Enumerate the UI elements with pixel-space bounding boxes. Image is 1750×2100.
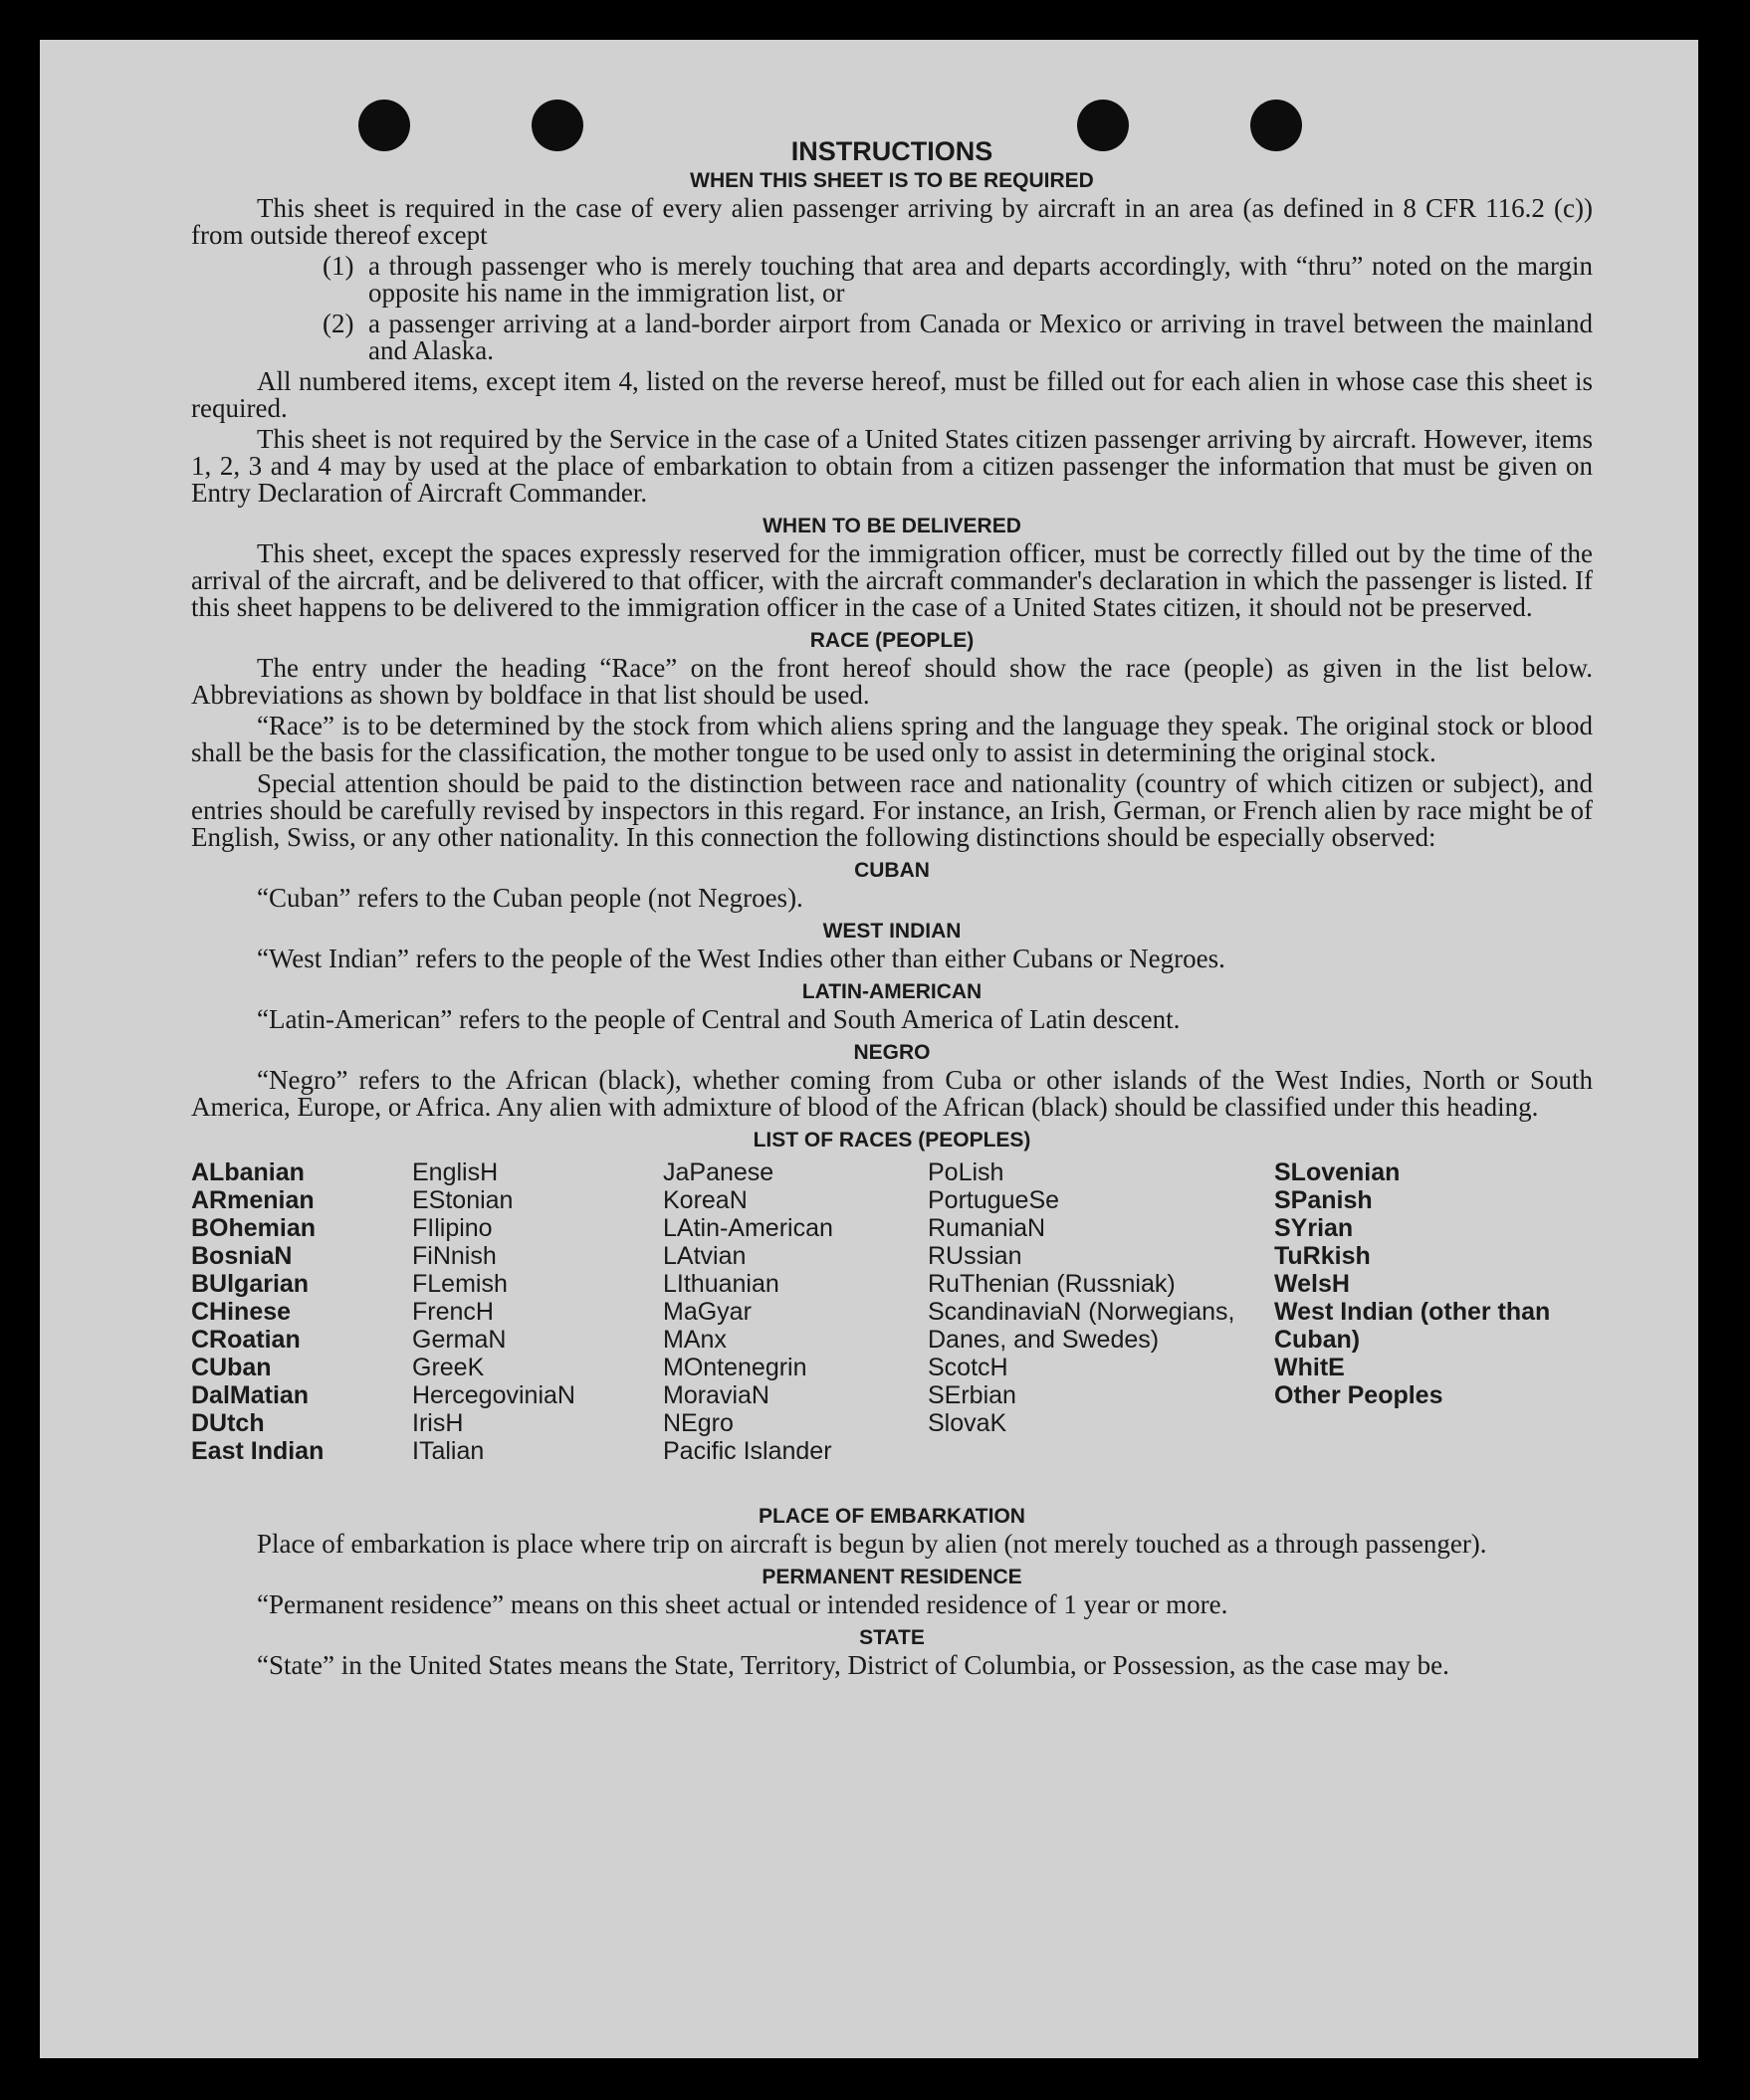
list-item bbox=[323, 253, 1593, 307]
race-item: MAnx bbox=[663, 1326, 727, 1354]
heading-state: STATE bbox=[859, 1626, 925, 1649]
list-item bbox=[323, 311, 1593, 364]
race-item: EStonian bbox=[412, 1186, 514, 1214]
race-item: RuThenian (Russniak) bbox=[928, 1270, 1176, 1298]
race-item: SLovenian bbox=[1274, 1158, 1401, 1186]
race-item: NEgro bbox=[663, 1409, 734, 1437]
heading-list-of-races: LIST OF RACES (PEOPLES) bbox=[753, 1129, 1031, 1152]
race-item: DalMatian bbox=[191, 1381, 310, 1409]
race-item: RUssian bbox=[928, 1242, 1022, 1270]
race-item: MaGyar bbox=[663, 1298, 752, 1326]
race-item: IrisH bbox=[412, 1409, 464, 1437]
race-item: ScandinaviaN (Norwegians, Danes, and Swedes) bbox=[928, 1298, 1235, 1354]
heading-latin-american: LATIN-AMERICAN bbox=[801, 980, 983, 1003]
paragraph: “Cuban” refers to the Cuban people (not Negroes). bbox=[257, 883, 803, 913]
paragraph: “State” in the United States means the State, Territory, District of Columbia, or Possession, as the case may be. bbox=[257, 1650, 1449, 1680]
race-item: Pacific Islander bbox=[663, 1437, 832, 1465]
heading-when-delivered: WHEN TO BE DELIVERED bbox=[763, 515, 1021, 537]
instructions-content bbox=[191, 135, 1593, 1679]
paragraph: “Race” is to be determined by the stock from which aliens spring and the language they speak. The original stock or blood shall be the basis for the classification, the mother tongue to be used only to assist in determining the original stock. bbox=[191, 711, 1593, 767]
race-item: LIthuanian bbox=[663, 1270, 779, 1298]
race-item: WhitE bbox=[1274, 1354, 1345, 1381]
race-item: BosniaN bbox=[191, 1242, 293, 1270]
race-item: JaPanese bbox=[663, 1158, 774, 1186]
race-item: FrencH bbox=[412, 1298, 494, 1326]
race-item: CHinese bbox=[191, 1298, 292, 1326]
race-item: WelsH bbox=[1274, 1270, 1350, 1298]
paragraph: “West Indian” refers to the people of the West Indies other than either Cubans or Negroes. bbox=[257, 944, 1225, 973]
race-item: EnglisH bbox=[412, 1158, 499, 1186]
race-item: CRoatian bbox=[191, 1326, 301, 1354]
paragraph: Special attention should be paid to the distinction between race and nationality (country of which citizen or subject), and entries should be carefully revised by inspectors in this regard. For instance, an Irish, German, or French alien by race might be of English, Swiss, or any other nationality. In this connection the following distinctions should be especially observed: bbox=[191, 768, 1593, 852]
heading-when-required: WHEN THIS SHEET IS TO BE REQUIRED bbox=[690, 169, 1094, 192]
race-item: KoreaN bbox=[663, 1186, 748, 1214]
race-item: MOntenegrin bbox=[663, 1354, 807, 1381]
heading-negro: NEGRO bbox=[853, 1041, 931, 1064]
races-column-2 bbox=[412, 1158, 651, 1465]
race-item: ITalian bbox=[412, 1437, 485, 1465]
heading-place-of-embarkation: PLACE OF EMBARKATION bbox=[759, 1505, 1025, 1528]
paragraph: “Negro” refers to the African (black), whether coming from Cuba or other islands of the West Indies, North or South America, Europe, or Africa. Any alien with admixture of blood of the African (black) should be classified under this heading. bbox=[191, 1065, 1593, 1122]
race-item: East Indian bbox=[191, 1437, 325, 1465]
race-item: MoraviaN bbox=[663, 1381, 769, 1409]
race-item: FLemish bbox=[412, 1270, 508, 1298]
race-item: FiNnish bbox=[412, 1242, 497, 1270]
race-item: ScotcH bbox=[928, 1354, 1008, 1381]
race-item: LAtvian bbox=[663, 1242, 747, 1270]
heading-race: RACE (PEOPLE) bbox=[809, 629, 975, 652]
race-item: SlovaK bbox=[928, 1409, 1007, 1437]
race-item: FIlipino bbox=[412, 1214, 493, 1242]
race-item: BUlgarian bbox=[191, 1270, 310, 1298]
race-item: SErbian bbox=[928, 1381, 1016, 1409]
race-item: Other Peoples bbox=[1274, 1381, 1443, 1409]
race-item: BOhemian bbox=[191, 1214, 317, 1242]
race-item: HercegoviniaN bbox=[412, 1381, 575, 1409]
races-list bbox=[191, 1158, 1593, 1497]
race-item: SYrian bbox=[1274, 1214, 1354, 1242]
race-item: West Indian (other than Cuban) bbox=[1274, 1298, 1551, 1354]
race-item: DUtch bbox=[191, 1409, 265, 1437]
races-column-3 bbox=[663, 1158, 912, 1465]
paragraph: This sheet, except the spaces expressly reserved for the immigration officer, must be correctly filled out by the time of the arrival of the aircraft, and be delivered to that officer, with the aircraft commander's declaration in which the passenger is listed. If this sheet happens to be delivered to the immigration officer in the case of a United States citizen, it should not be preserved. bbox=[191, 538, 1593, 622]
paragraph: This sheet is not required by the Service in the case of a United States citizen passenger arriving by aircraft. However, items 1, 2, 3 and 4 may by used at the place of embarkation to obtain from a citizen passenger the information that must be given on Entry Declaration of Aircraft Commander. bbox=[191, 424, 1593, 508]
heading-permanent-residence: PERMANENT RESIDENCE bbox=[762, 1566, 1022, 1588]
races-column-1 bbox=[191, 1158, 400, 1465]
item-text: a through passenger who is merely touching that area and departs accordingly, with “thru” noted on the margin opposite his name in the immigration list, or bbox=[368, 251, 1593, 308]
race-item: TuRkish bbox=[1274, 1242, 1371, 1270]
race-item: ARmenian bbox=[191, 1186, 315, 1214]
paragraph: “Latin-American” refers to the people of Central and South America of Latin descent. bbox=[257, 1004, 1181, 1034]
race-item: ALbanian bbox=[191, 1158, 305, 1186]
paragraph: The entry under the heading “Race” on the front hereof should show the race (people) as given in the list below. Abbreviations as shown by boldface in that list should be used. bbox=[191, 653, 1593, 710]
document-sheet bbox=[40, 40, 1698, 2058]
race-item: PoLish bbox=[928, 1158, 1004, 1186]
heading-west-indian: WEST INDIAN bbox=[822, 920, 962, 943]
item-text: a passenger arriving at a land-border airport from Canada or Mexico or arriving in travel between the mainland and Alaska. bbox=[368, 309, 1593, 365]
item-number: (1) bbox=[323, 251, 354, 281]
races-column-5 bbox=[1274, 1158, 1555, 1409]
race-item: RumaniaN bbox=[928, 1214, 1046, 1242]
heading-cuban: CUBAN bbox=[854, 859, 930, 882]
race-item: LAtin-American bbox=[663, 1214, 833, 1242]
item-number: (2) bbox=[323, 309, 354, 338]
races-column-4 bbox=[928, 1158, 1252, 1437]
race-item: GermaN bbox=[412, 1326, 507, 1354]
race-item: GreeK bbox=[412, 1354, 485, 1381]
paragraph: This sheet is required in the case of every alien passenger arriving by aircraft in an area (as defined in 8 CFR 116.2 (c)) from outside thereof except bbox=[191, 193, 1593, 250]
race-item: CUban bbox=[191, 1354, 272, 1381]
race-item: SPanish bbox=[1274, 1186, 1373, 1214]
page-title: INSTRUCTIONS bbox=[790, 136, 993, 166]
paragraph: “Permanent residence” means on this sheet actual or intended residence of 1 year or more. bbox=[257, 1589, 1228, 1619]
race-item: PortugueSe bbox=[928, 1186, 1060, 1214]
paragraph: All numbered items, except item 4, listed on the reverse hereof, must be filled out for each alien in whose case this sheet is required. bbox=[191, 366, 1593, 423]
paragraph: Place of embarkation is place where trip on aircraft is begun by alien (not merely touched as a through passenger). bbox=[257, 1529, 1487, 1559]
